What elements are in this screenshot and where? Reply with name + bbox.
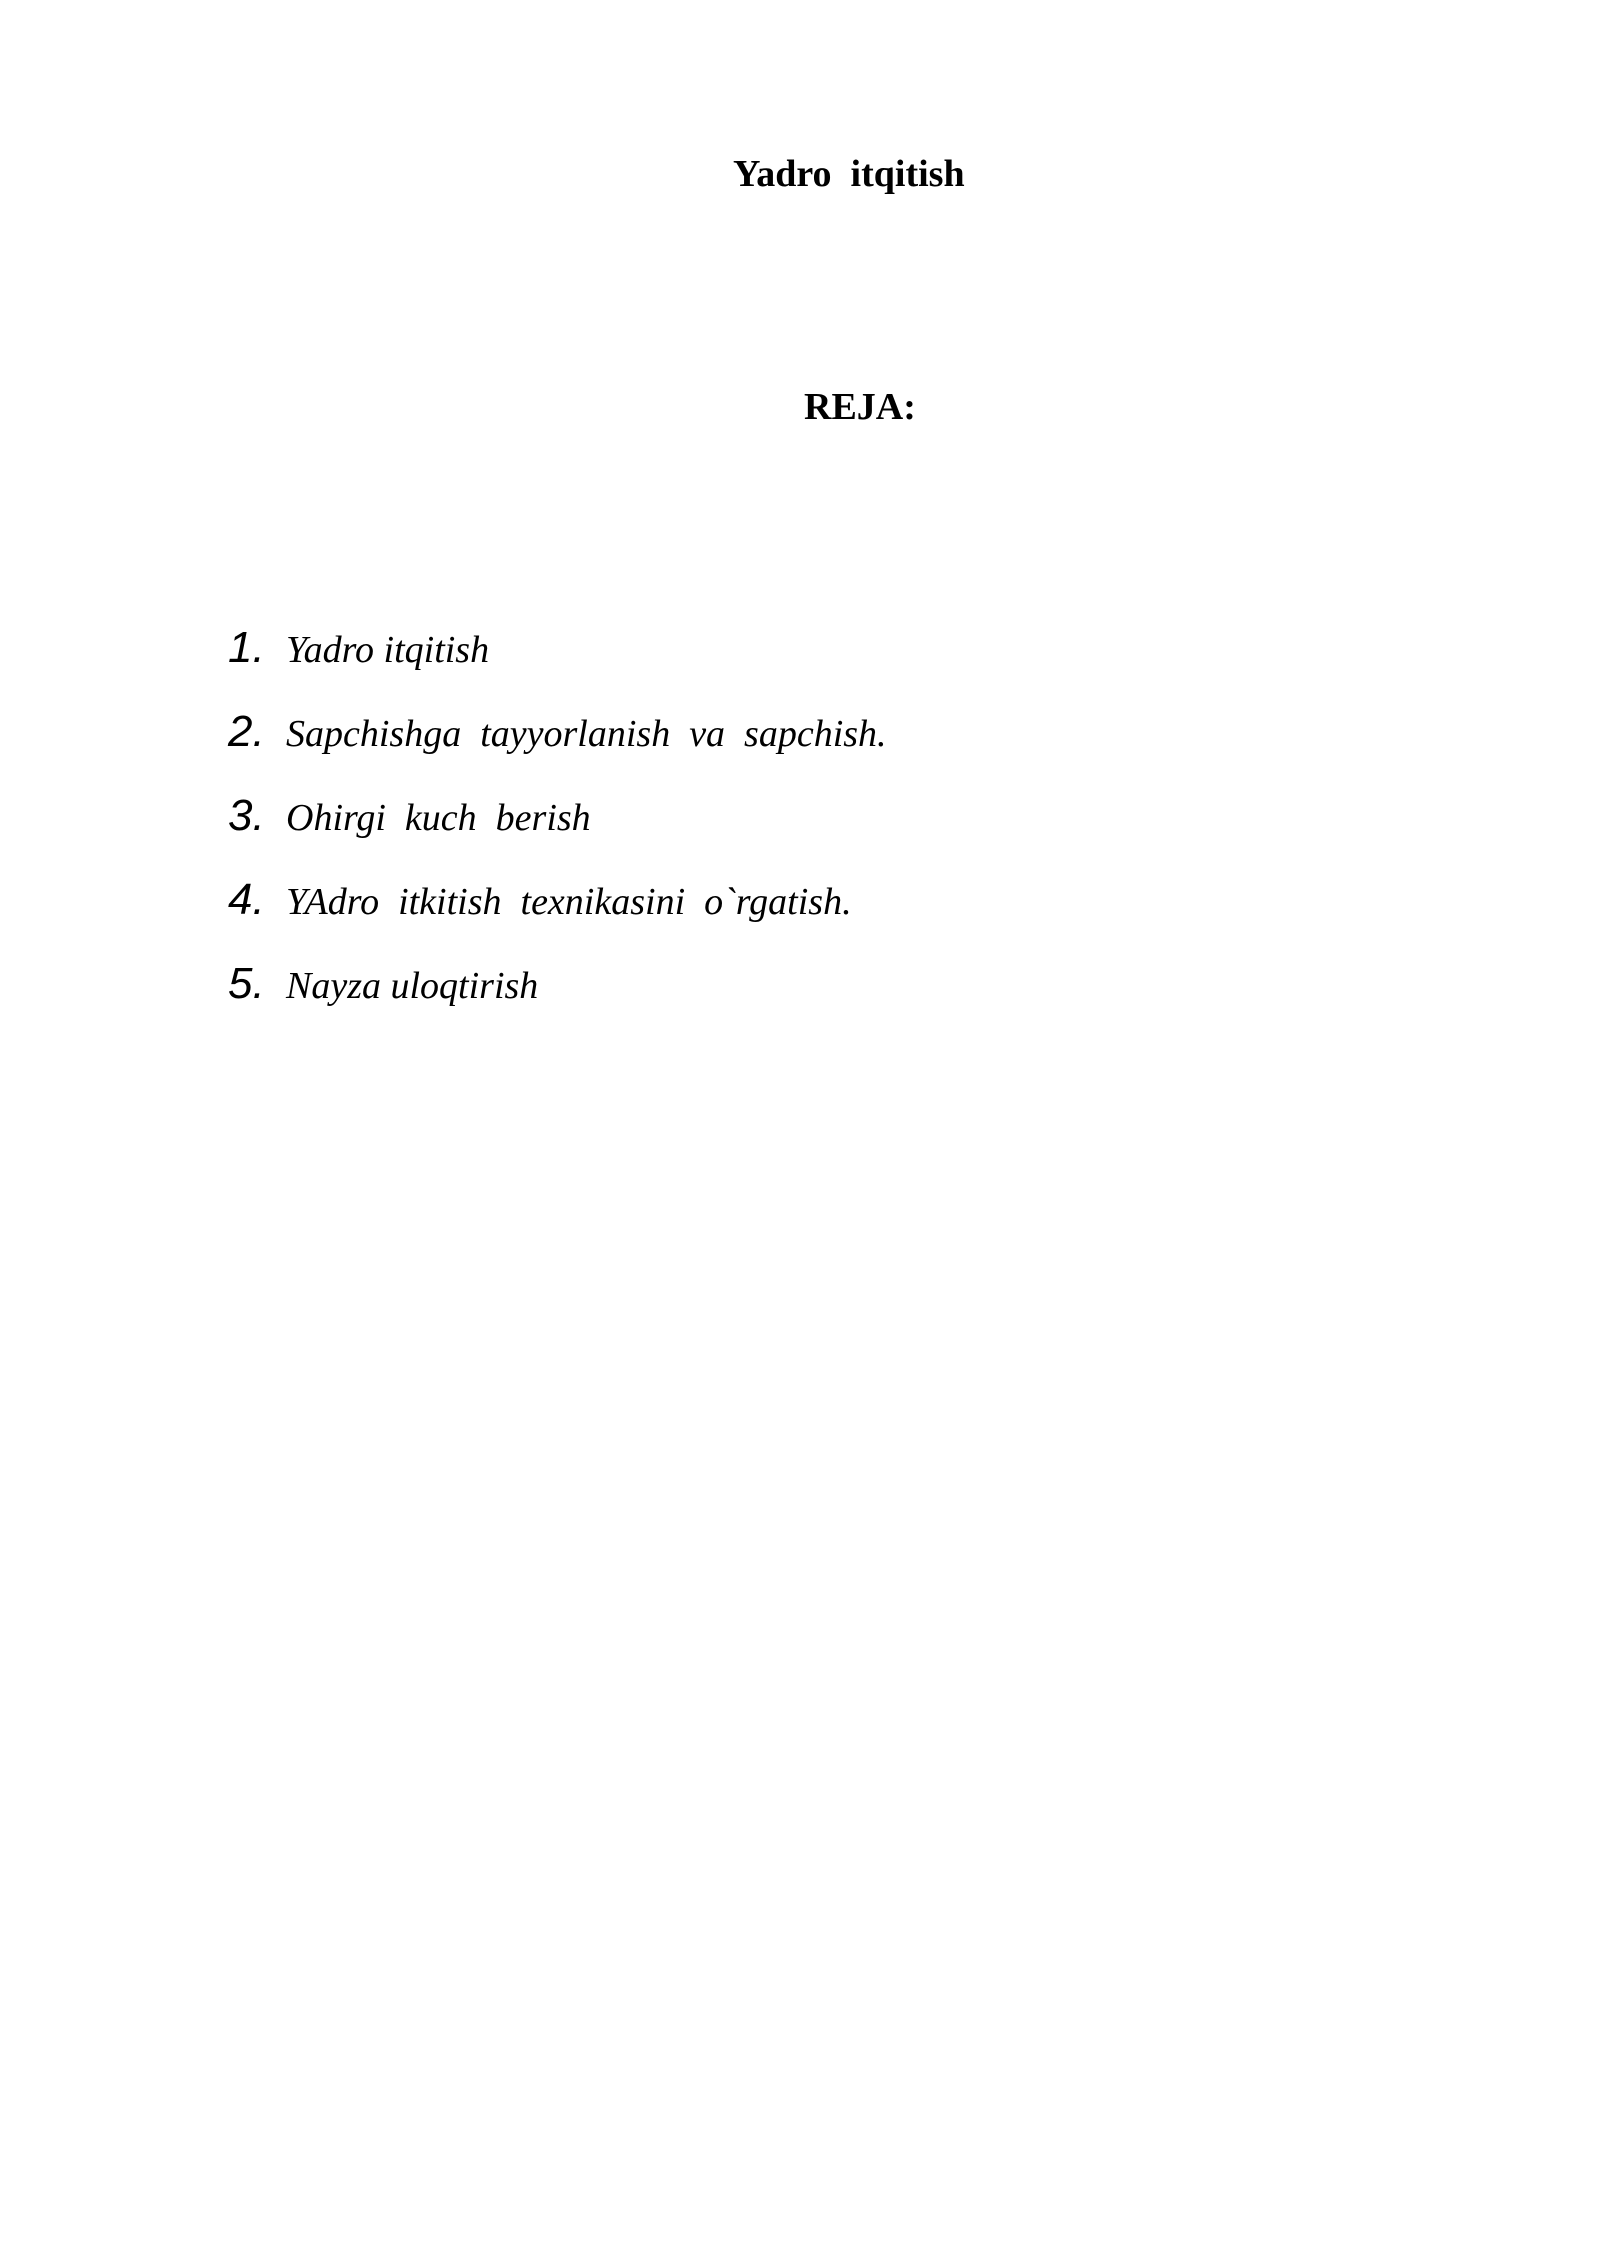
- plan-item-text: Yadro itqitish: [286, 629, 490, 671]
- plan-item: [228, 788, 887, 872]
- plan-item-number: 3.: [228, 791, 265, 840]
- plan-item-text: YAdro itkitish texnikasini o`rgatish.: [286, 881, 852, 923]
- plan-item: [228, 620, 887, 704]
- plan-heading: REJA:: [804, 386, 916, 428]
- plan-list: [228, 620, 887, 1040]
- plan-item-number: 4.: [228, 875, 265, 924]
- plan-item: [228, 956, 887, 1040]
- plan-item: [228, 704, 887, 788]
- plan-item-text: Sapchishga tayyorlanish va sapchish.: [286, 713, 887, 755]
- plan-item: [228, 872, 887, 956]
- plan-item-number: 1.: [228, 623, 265, 672]
- plan-item-text: Nayza uloqtirish: [286, 965, 539, 1007]
- plan-item-text: Ohirgi kuch berish: [286, 797, 591, 839]
- document-title: Yadro itqitish: [733, 153, 965, 195]
- plan-item-number: 2.: [228, 707, 265, 756]
- plan-item-number: 5.: [228, 959, 265, 1008]
